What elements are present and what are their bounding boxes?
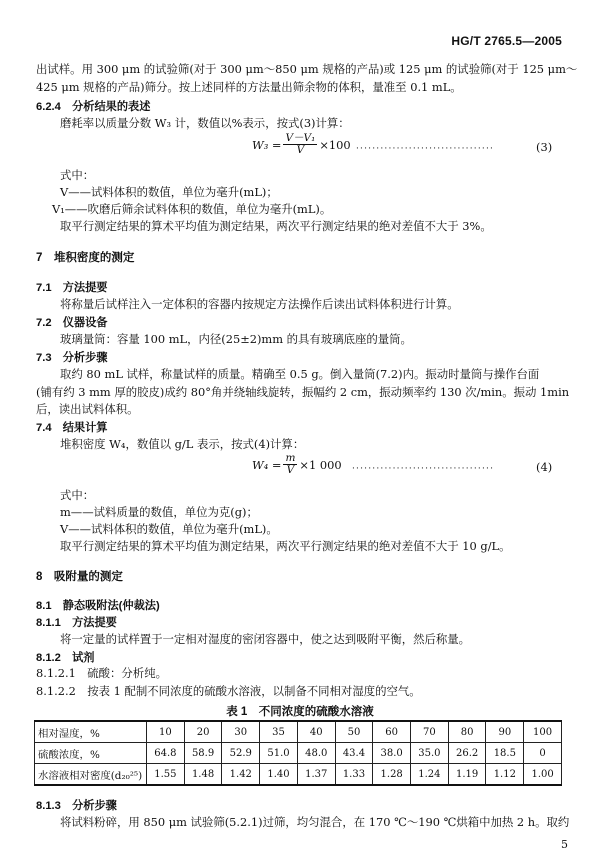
table-cell: 30 [222,721,260,743]
section-heading-7: 7 堆积密度的测定 [36,252,135,264]
equation-lhs: W₄ = [252,457,282,472]
table-cell: 18.5 [486,743,524,764]
table-cell: 50 [335,721,373,743]
section-heading-7-2: 7.2 仪器设备 [36,317,108,329]
variable-definition: V——试料体积的数值，单位为毫升(mL)。 [60,522,278,536]
table-cell: 1.48 [184,764,222,786]
table-cell: 35 [260,721,298,743]
table-cell: 1.28 [373,764,411,786]
table-cell: 1.19 [448,764,486,786]
leader-dots: ·································· [356,144,495,154]
paragraph-line: 取平行测定结果的算术平均值为测定结果，两次平行测定结果的绝对差值不大于 3%。 [60,219,492,233]
equation-fraction [283,453,297,476]
table-cell: 1.00 [524,764,562,786]
equation-rhs: ×100 [319,137,351,152]
table-cell: 1.33 [335,764,373,786]
paragraph-line: 425 μm 规格的产品)筛分。按上述同样的方法量出筛余物的体积，量准至 0.1 mL。 [36,80,462,94]
where-label: 式中： [60,168,95,182]
table-cell: 35.0 [411,743,449,764]
table-cell: 38.0 [373,743,411,764]
table-cell: 20 [184,721,222,743]
fraction-denominator: V [296,144,305,156]
table-cell: 58.9 [184,743,222,764]
table-cell: 43.4 [335,743,373,764]
leader-dots: ··································· [352,464,495,474]
section-heading-7-4: 7.4 结果计算 [36,422,108,434]
table-cell: 1.12 [486,764,524,786]
variable-definition: V——试料体积的数值，单位为毫升(mL)； [60,185,278,199]
table-row [35,721,562,743]
table-cell: 48.0 [297,743,335,764]
table-cell: 10 [147,721,185,743]
equation-number: (3) [536,140,553,154]
equation-4 [252,453,342,476]
section-heading-8-1-2: 8.1.2 试剂 [36,652,95,664]
paragraph-line: 8.1.2.2 按表 1 配制不同浓度的硫酸水溶液，以制备不同相对湿度的空气。 [36,684,421,698]
equation-number: (4) [536,460,553,474]
section-heading-7-1: 7.1 方法提要 [36,282,108,294]
equation-3 [252,133,351,156]
table-cell: 60 [373,721,411,743]
section-heading-8-1: 8.1 静态吸附法(仲裁法) [36,600,160,612]
table-cell: 0 [524,743,562,764]
paragraph-line: 将一定量的试样置于一定相对湿度的密闭容器中，使之达到吸附平衡，然后称量。 [60,632,471,646]
fraction-denominator: V [286,464,295,476]
paragraph-line: 堆积密度 W₄，数值以 g/L 表示，按式(4)计算： [60,437,305,451]
section-heading-7-3: 7.3 分析步骤 [36,352,108,364]
section-heading-8-1-1: 8.1.1 方法提要 [36,617,117,629]
paragraph-line: 后，读出试料体积。 [36,402,139,416]
paragraph-line: 取平行测定结果的算术平均值为测定结果，两次平行测定结果的绝对差值不大于 10 g/L。 [60,539,511,553]
table-cell: 64.8 [147,743,185,764]
variable-definition: m——试料质量的数值，单位为克(g)； [60,505,258,519]
row-label: 水溶液相对密度(d₂₀²⁵) [35,764,147,786]
table-cell: 90 [486,721,524,743]
table-cell: 26.2 [448,743,486,764]
paragraph-line: 将称量后试样注入一定体积的容器内按规定方法操作后读出试料体积进行计算。 [60,297,459,311]
table-cell: 1.24 [411,764,449,786]
row-label: 硫酸浓度，% [35,743,147,764]
table-cell: 1.40 [260,764,298,786]
table-row [35,764,562,786]
table-cell: 80 [448,721,486,743]
paragraph-line: 出试样。用 300 μm 的试验筛(对于 300 μm～850 μm 规格的产品)或 125 μm 的试验筛(对于 125 μm～ [36,62,578,76]
table-title: 表 1 不同浓度的硫酸水溶液 [226,706,374,718]
equation-rhs: ×1 000 [299,457,342,472]
table-cell: 1.42 [222,764,260,786]
table-cell: 40 [297,721,335,743]
paragraph-line: 磨耗率以质量分数 W₃ 计，数值以%表示，按式(3)计算： [60,116,350,130]
where-label: 式中： [60,488,95,502]
standard-id: HG/T 2765.5—2005 [451,34,562,48]
variable-definition: V₁——吹磨后筛余试料体积的数值，单位为毫升(mL)。 [52,202,332,216]
table-cell: 51.0 [260,743,298,764]
table-cell: 70 [411,721,449,743]
table-cell: 100 [524,721,562,743]
section-heading-8: 8 吸附量的测定 [36,571,123,583]
equation-lhs: W₃ = [252,137,282,152]
table-row [35,743,562,764]
paragraph-line: 8.1.2.1 硫酸：分析纯。 [36,666,167,680]
paragraph-line: 玻璃量筒：容量 100 mL，内径(25±2)mm 的具有玻璃底座的量筒。 [60,332,412,346]
table-cell: 1.37 [297,764,335,786]
paragraph-line: 将试料粉碎，用 850 μm 试验筛(5.2.1)过筛，均匀混合，在 170 ℃～190 ℃烘箱中加热 2 h。取约 [60,815,570,829]
section-heading-6-2-4: 6.2.4 分析结果的表述 [36,101,151,113]
row-label: 相对湿度，% [35,721,147,743]
paragraph-line: 取约 80 mL 试样，称量试样的质量。精确至 0.5 g。倒入量筒(7.2)内。振动时量筒与操作台面 [60,367,540,381]
table-cell: 52.9 [222,743,260,764]
sulfuric-acid-table [34,720,562,786]
fraction-numerator: m [285,452,296,464]
fraction-numerator: V－V₁ [285,132,316,144]
section-heading-8-1-3: 8.1.3 分析步骤 [36,800,117,812]
paragraph-line: (铺有约 3 mm 厚的胶皮)成约 80°角并绕轴线旋转，振幅约 2 cm，振动频率约 130 次/min。振动 1min [36,385,570,399]
equation-fraction [283,133,317,156]
page-number: 5 [561,838,568,851]
table-cell: 1.55 [147,764,185,786]
